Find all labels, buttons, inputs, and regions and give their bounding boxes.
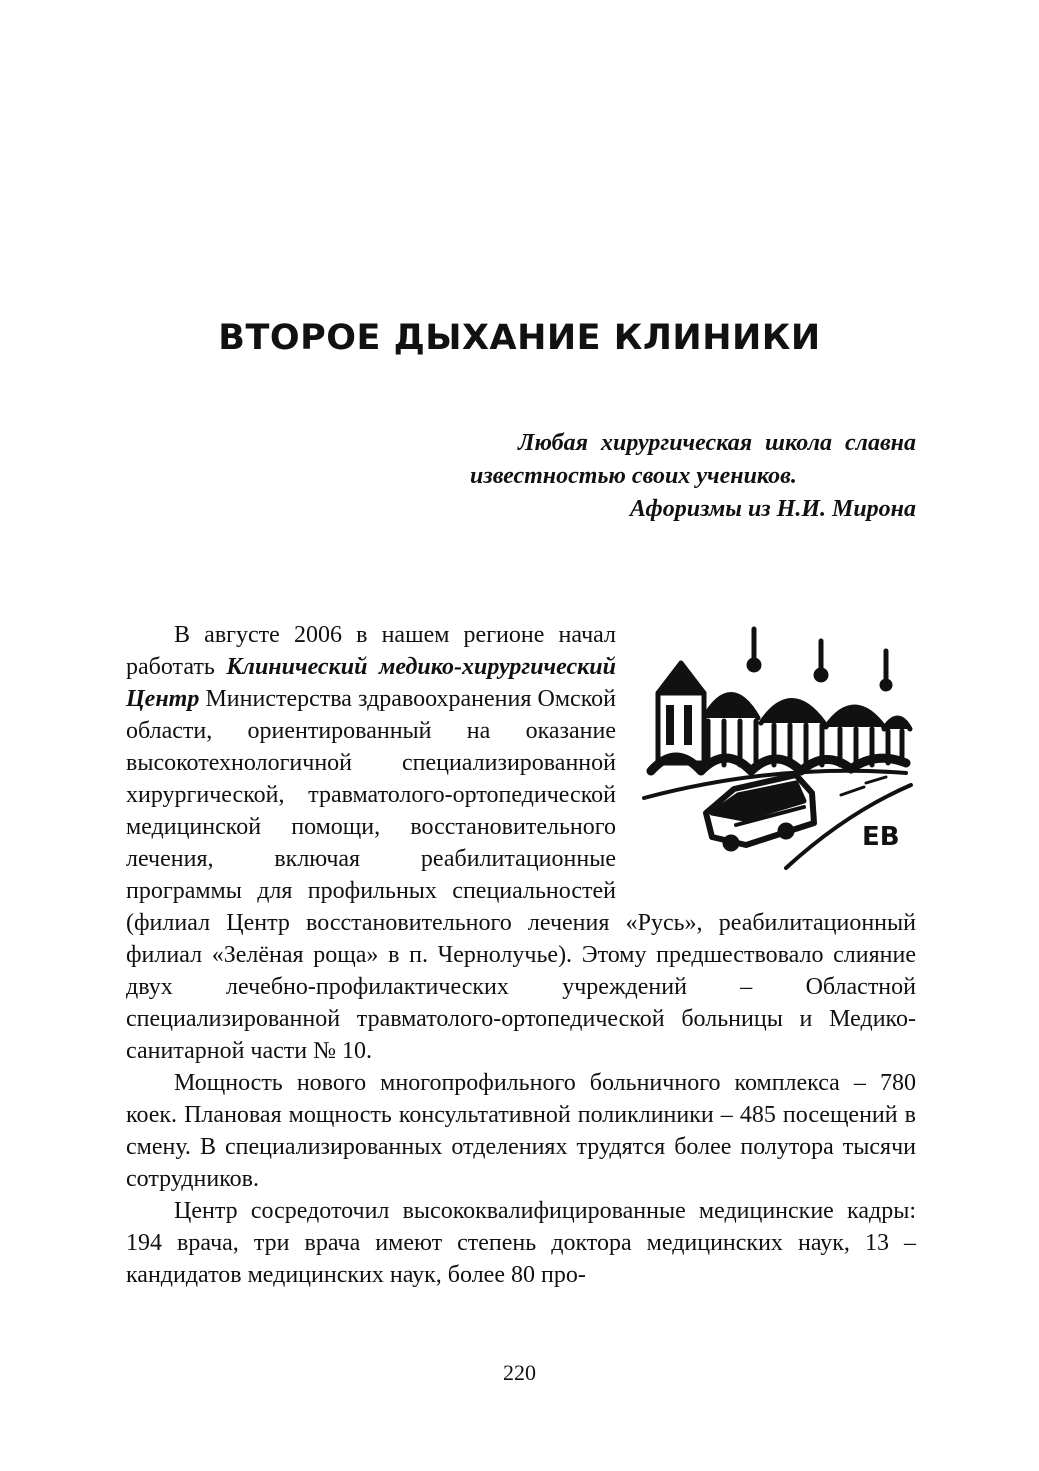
epigraph-source: Афоризмы из Н.И. Мирона bbox=[629, 496, 916, 522]
clinic-illustration-icon bbox=[636, 623, 916, 873]
monogram: ЕВ bbox=[862, 822, 900, 852]
epigraph bbox=[470, 427, 916, 526]
page-title: ВТОРОЕ ДЫХАНИЕ КЛИНИКИ bbox=[218, 318, 821, 358]
body-text bbox=[126, 619, 916, 1291]
epigraph-text: Любая хирургическая школа славна известностью своих учеников. bbox=[470, 430, 916, 489]
paragraph-2: Мощность нового многопрофильного больничного комплекса – 780 коек. Плановая мощность консультативной поликлиники – 485 посещений в смену. В специализированных отделениях трудятся более полутора тысячи сотрудников. bbox=[126, 1070, 916, 1192]
paragraph-1-intro: В августе 2006 в нашем регионе начал работать bbox=[126, 622, 616, 680]
paragraph-1 bbox=[126, 619, 916, 1067]
paragraph-1-rest: Министерства здравоохранения Омской области, ориентированный на оказание высокотехнологичной специализированной хирургической, травматолого-ортопедической медицинской помощи, восстановительного лечения, включая реабилитационные программы для профильных специальностей (филиал Центр восстановительного лечения «Русь», реабилитационный филиал «Зелёная роща» в п. Чернолучье). Этому предшествовало слияние двух лечебно-профилактических учреждений – Областной специализированной травматолого-ортопедической больницы и Медико-санитарной части № 10. bbox=[126, 686, 916, 1064]
paragraph-3: Центр сосредоточил высококвалифицированные медицинские кадры: 194 врача, три врача имеют степень доктора медицинских наук, 13 – кандидатов медицинских наук, более 80 про- bbox=[126, 1198, 916, 1288]
center-name: Клинический медико-хирургический Центр bbox=[126, 654, 616, 712]
page-number: 220 bbox=[503, 1360, 536, 1385]
